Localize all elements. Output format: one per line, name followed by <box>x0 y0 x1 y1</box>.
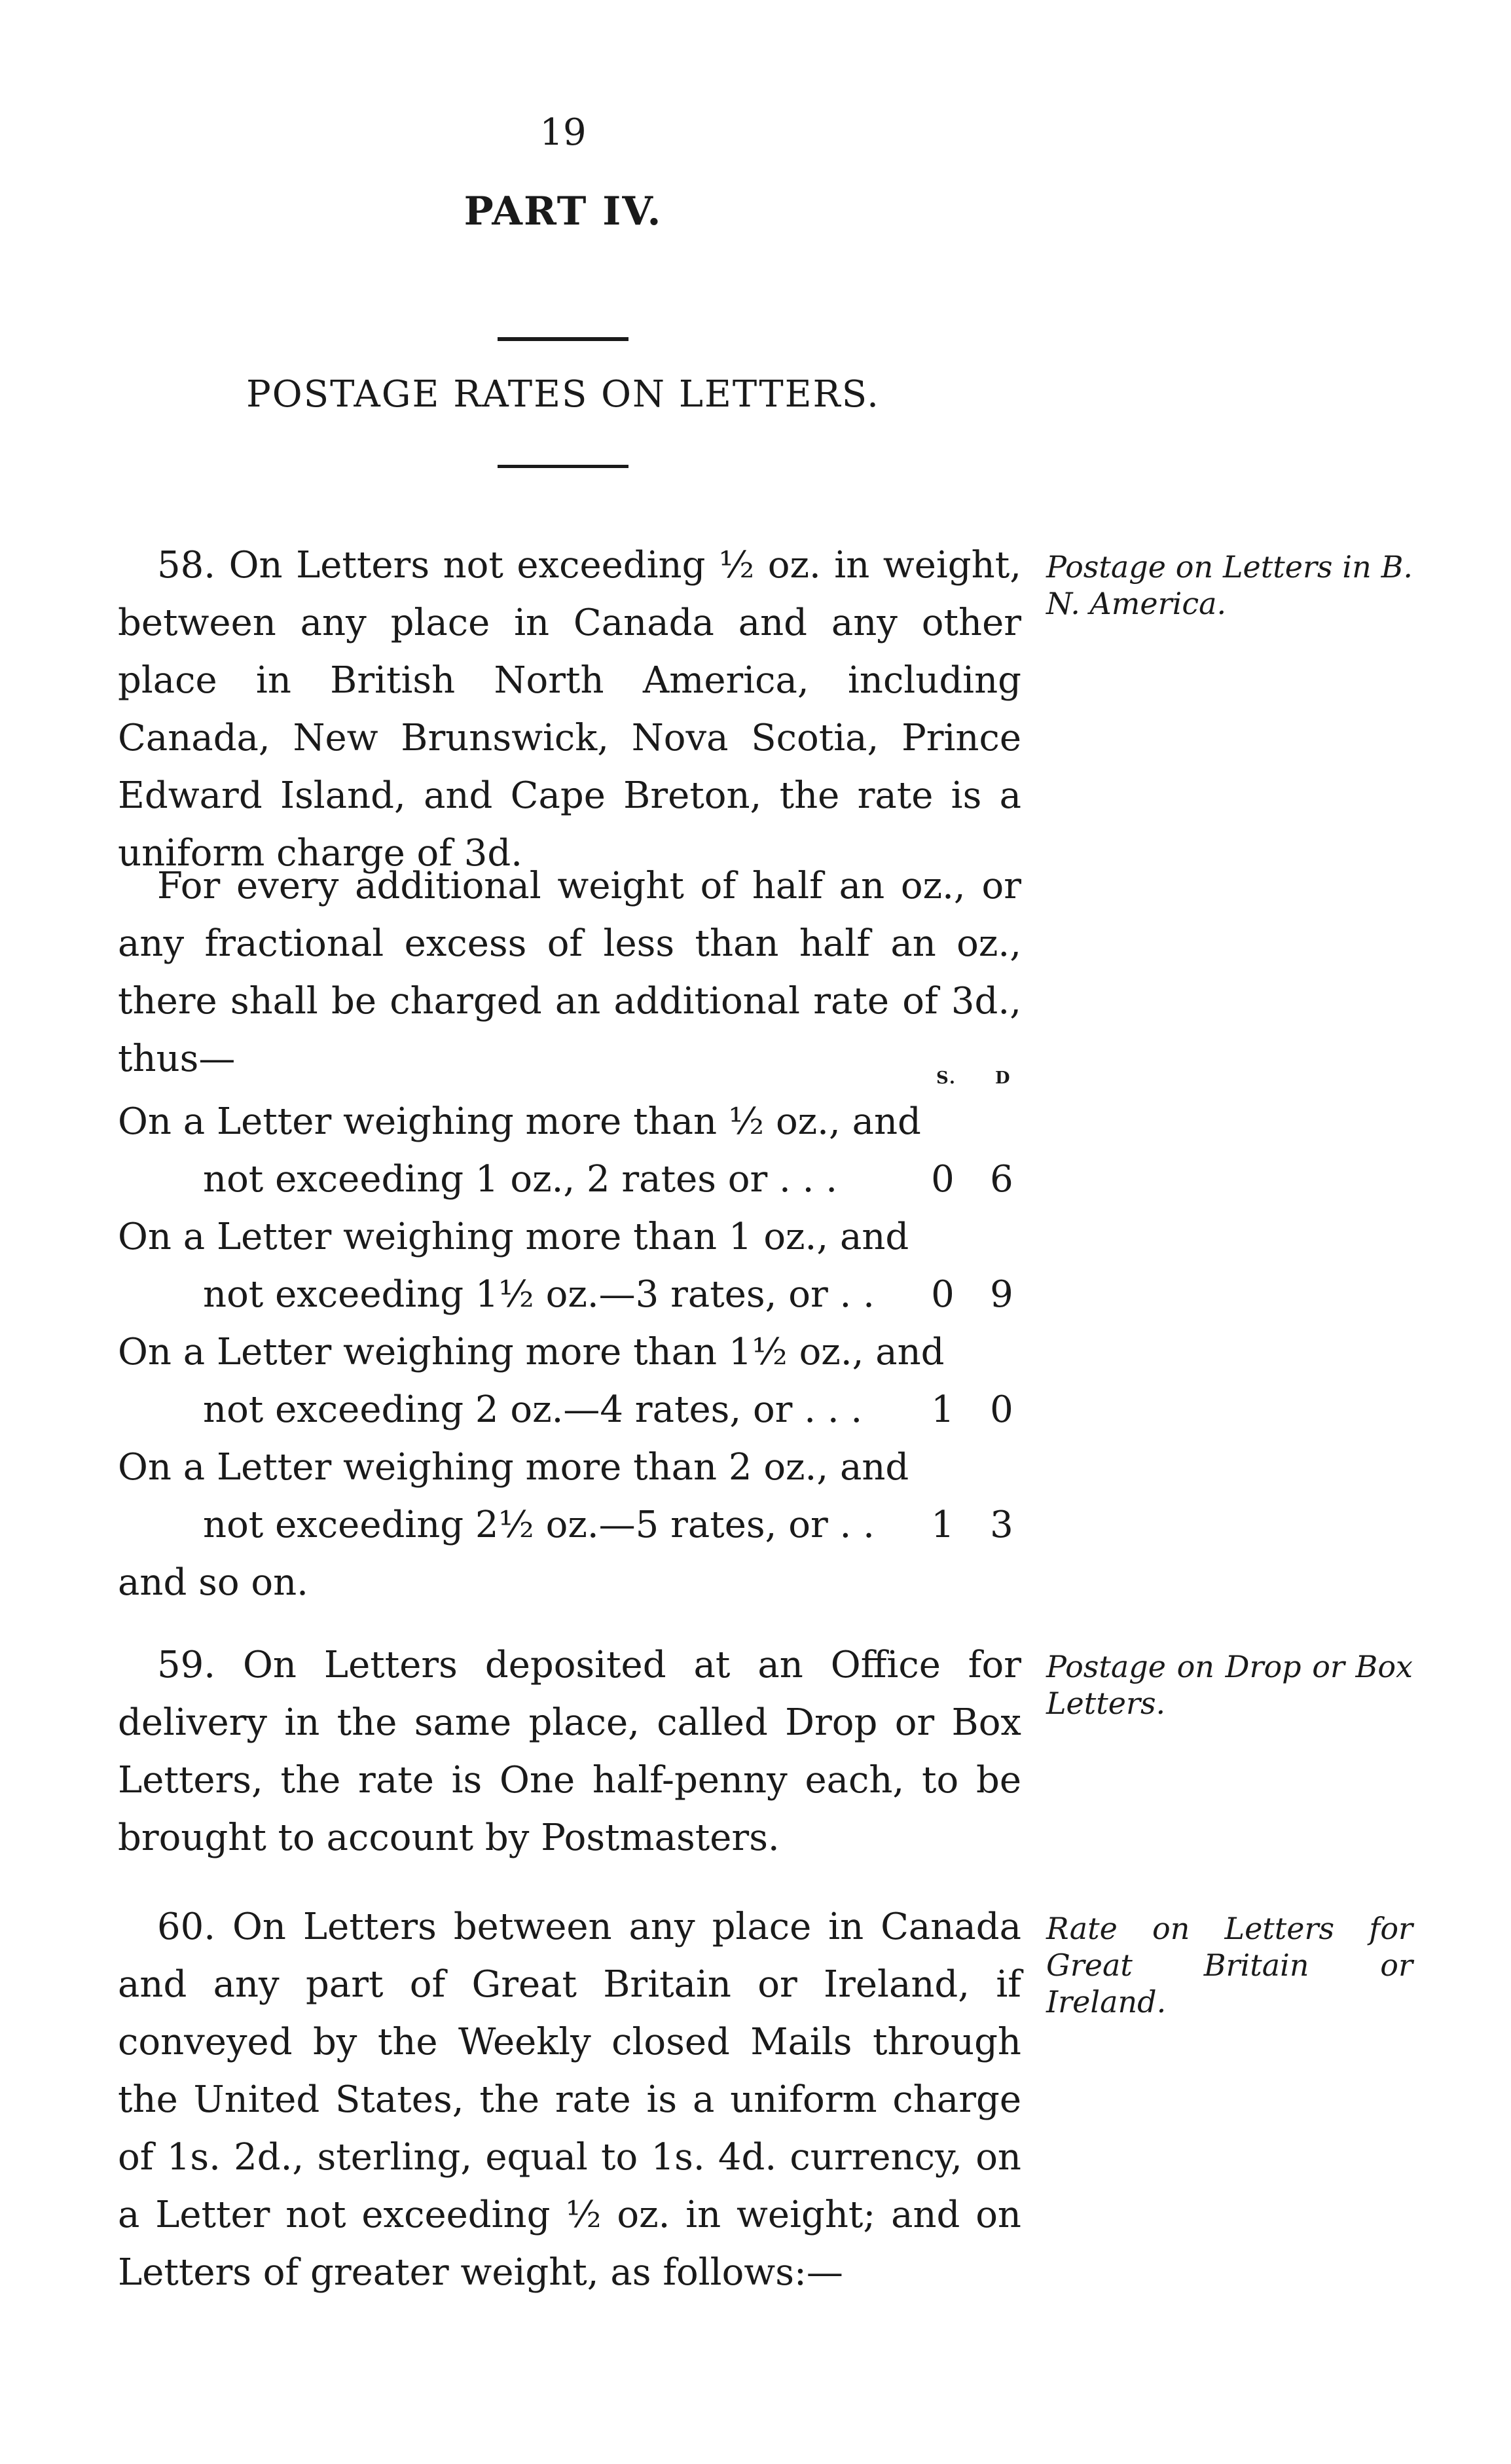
row-description: On a Letter weighing more than 1 oz., and <box>118 1216 909 1258</box>
additional-weight-paragraph <box>118 858 1021 1088</box>
row-description-cont: not exceeding 2 oz.—4 rates, or . . . <box>203 1388 863 1431</box>
table-row <box>118 1208 1034 1266</box>
row-shillings: 1 <box>931 1388 955 1431</box>
row-pence: 6 <box>990 1158 1013 1201</box>
margin-note-59: Postage on Drop or Box Letters. <box>1046 1649 1413 1721</box>
row-shillings: 0 <box>931 1273 955 1316</box>
section-58-text: 58. On Letters not exceeding ½ oz. in weight, between any place in Canada and any other place in British North America, including Canada, New Brunswick, Nova Scotia, Prince Edward Island, and Cape Breton, the rate is a uniform charge of 3d. <box>118 544 1021 875</box>
table-row <box>118 1324 1034 1381</box>
row-description-cont: not exceeding 1 oz., 2 rates or . . . <box>203 1158 838 1201</box>
row-description: On a Letter weighing more than ½ oz., and <box>118 1100 921 1143</box>
table-row <box>118 1266 1034 1324</box>
pence-column-header: D <box>995 1068 1011 1088</box>
table-row <box>118 1151 1034 1208</box>
section-58 <box>118 537 1021 882</box>
row-description: On a Letter weighing more than 1½ oz., and <box>118 1331 945 1373</box>
row-description: On a Letter weighing more than 2 oz., and <box>118 1446 909 1489</box>
row-pence: 0 <box>990 1388 1013 1431</box>
section-59-text: 59. On Letters deposited at an Office for delivery in the same place, called Drop or Box Letters, the rate is One half-penny each, to be brought to account by Postmasters. <box>118 1644 1021 1859</box>
row-pence: 3 <box>990 1504 1013 1546</box>
additional-weight-text: For every additional weight of half an oz., or any fractional excess of less than half an oz., there shall be charged an additional rate of 3d., thus— <box>118 865 1021 1080</box>
section-60-text: 60. On Letters between any place in Canada and any part of Great Britain or Ireland, if conveyed by the Weekly closed Mails through the United States, the rate is a uniform charge of 1s. 2d., sterling, equal to 1s. 4d. currency, on a Letter not exceeding ½ oz. in weight; and on Letters of greater weight, as follows:— <box>118 1906 1021 2294</box>
margin-note-58: Postage on Letters in B. N. America. <box>1046 549 1413 621</box>
row-shillings: 1 <box>931 1504 955 1546</box>
table-row <box>118 1496 1034 1554</box>
table-row <box>118 1093 1034 1151</box>
margin-note-60: Rate on Letters for Great Britain or Ireland. <box>1046 1911 1413 2020</box>
table-row <box>118 1381 1034 1439</box>
page-number: 19 <box>539 111 587 154</box>
shillings-column-header: S. <box>936 1068 956 1088</box>
section-heading: POSTAGE RATES ON LETTERS. <box>246 373 880 416</box>
rate-table-header <box>118 1060 1034 1093</box>
heading-rule-bottom <box>498 465 628 468</box>
row-description-cont: not exceeding 1½ oz.—3 rates, or . . <box>203 1273 875 1316</box>
section-59 <box>118 1637 1021 1867</box>
row-pence: 9 <box>990 1273 1013 1316</box>
table-row <box>118 1439 1034 1496</box>
heading-rule-top <box>498 337 628 341</box>
rate-table <box>118 1060 1034 1612</box>
row-description-cont: not exceeding 2½ oz.—5 rates, or . . <box>203 1504 875 1546</box>
part-heading: PART IV. <box>464 189 663 234</box>
row-shillings: 0 <box>931 1158 955 1201</box>
rate-table-tail: and so on. <box>118 1561 308 1604</box>
section-60 <box>118 1898 1021 2302</box>
